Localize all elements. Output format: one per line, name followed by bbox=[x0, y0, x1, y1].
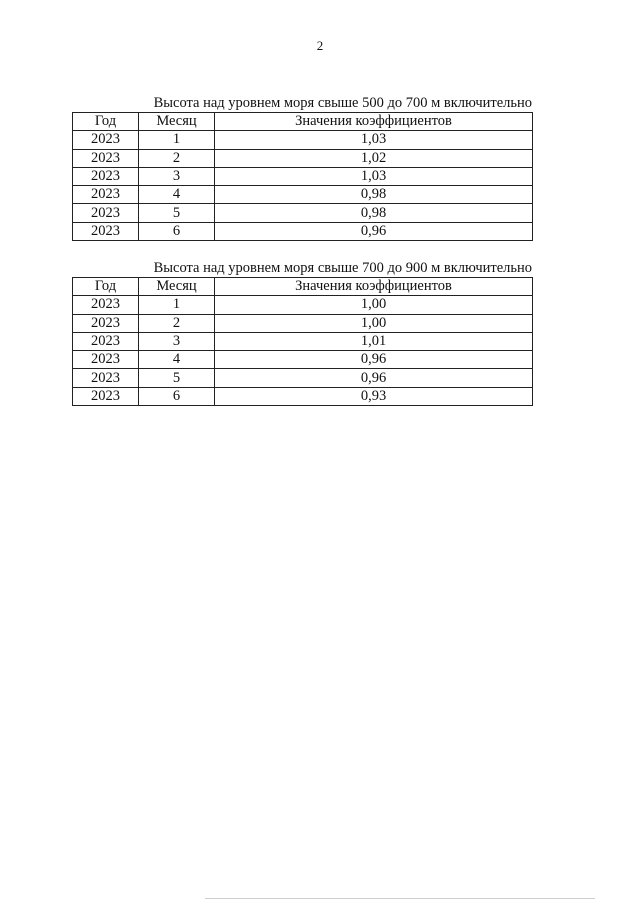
header-year: Год bbox=[73, 278, 139, 296]
table-row bbox=[73, 149, 533, 167]
coefficient-table bbox=[72, 112, 533, 241]
cell-value: 0,96 bbox=[215, 369, 533, 387]
coefficient-table bbox=[72, 277, 533, 406]
header-month: Месяц bbox=[139, 278, 215, 296]
cell-year: 2023 bbox=[73, 332, 139, 350]
cell-value: 1,03 bbox=[215, 131, 533, 149]
cell-value: 0,96 bbox=[215, 222, 533, 240]
cell-month: 4 bbox=[139, 351, 215, 369]
cell-year: 2023 bbox=[73, 351, 139, 369]
page-bottom-divider bbox=[205, 898, 595, 899]
table-row bbox=[73, 167, 533, 185]
cell-year: 2023 bbox=[73, 314, 139, 332]
coefficient-table-block-700-900 bbox=[72, 259, 532, 406]
header-year: Год bbox=[73, 113, 139, 131]
table-row bbox=[73, 131, 533, 149]
cell-value: 0,98 bbox=[215, 204, 533, 222]
cell-month: 5 bbox=[139, 369, 215, 387]
cell-year: 2023 bbox=[73, 387, 139, 405]
cell-value: 1,02 bbox=[215, 149, 533, 167]
table-header-row bbox=[73, 278, 533, 296]
page-number: 2 bbox=[316, 38, 324, 53]
cell-year: 2023 bbox=[73, 204, 139, 222]
header-value: Значения коэффициентов bbox=[215, 113, 533, 131]
cell-value: 1,00 bbox=[215, 296, 533, 314]
cell-month: 2 bbox=[139, 314, 215, 332]
table-row bbox=[73, 204, 533, 222]
table-header-row bbox=[73, 113, 533, 131]
table-row bbox=[73, 186, 533, 204]
table-row bbox=[73, 369, 533, 387]
header-month: Месяц bbox=[139, 113, 215, 131]
table-row bbox=[73, 314, 533, 332]
cell-month: 4 bbox=[139, 186, 215, 204]
cell-value: 1,03 bbox=[215, 167, 533, 185]
cell-month: 1 bbox=[139, 296, 215, 314]
cell-month: 3 bbox=[139, 167, 215, 185]
table-row bbox=[73, 296, 533, 314]
table-title: Высота над уровнем моря свыше 500 до 700 м включительно bbox=[153, 95, 532, 111]
cell-year: 2023 bbox=[73, 296, 139, 314]
cell-month: 1 bbox=[139, 131, 215, 149]
table-row bbox=[73, 351, 533, 369]
cell-value: 0,96 bbox=[215, 351, 533, 369]
table-row bbox=[73, 387, 533, 405]
header-value: Значения коэффициентов bbox=[215, 278, 533, 296]
cell-value: 1,01 bbox=[215, 332, 533, 350]
cell-month: 3 bbox=[139, 332, 215, 350]
cell-month: 6 bbox=[139, 222, 215, 240]
cell-value: 0,98 bbox=[215, 186, 533, 204]
table-row bbox=[73, 222, 533, 240]
cell-month: 2 bbox=[139, 149, 215, 167]
cell-month: 6 bbox=[139, 387, 215, 405]
cell-year: 2023 bbox=[73, 131, 139, 149]
table-title: Высота над уровнем моря свыше 700 до 900 м включительно bbox=[153, 260, 532, 276]
cell-month: 5 bbox=[139, 204, 215, 222]
table-row bbox=[73, 332, 533, 350]
coefficient-table-block-500-700 bbox=[72, 94, 532, 241]
cell-year: 2023 bbox=[73, 222, 139, 240]
cell-year: 2023 bbox=[73, 186, 139, 204]
cell-value: 1,00 bbox=[215, 314, 533, 332]
cell-year: 2023 bbox=[73, 369, 139, 387]
cell-year: 2023 bbox=[73, 167, 139, 185]
cell-year: 2023 bbox=[73, 149, 139, 167]
cell-value: 0,93 bbox=[215, 387, 533, 405]
